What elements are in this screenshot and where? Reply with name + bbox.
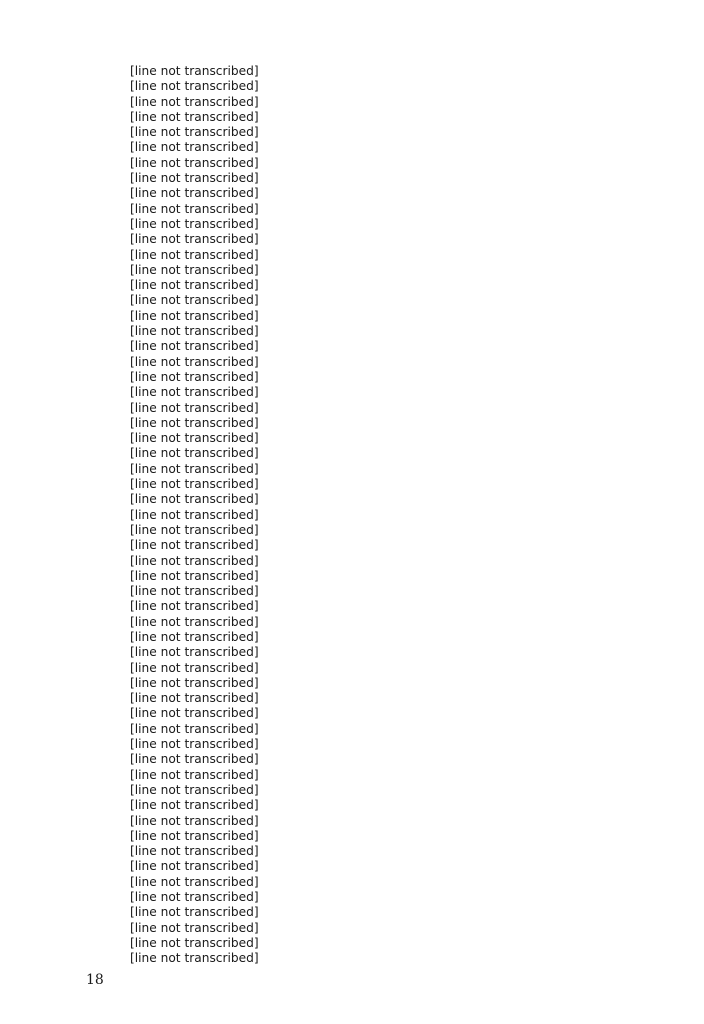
text-line: [line not transcribed]	[130, 859, 259, 874]
text-line: [line not transcribed]	[130, 109, 259, 124]
text-line: [line not transcribed]	[130, 431, 259, 446]
text-line: [line not transcribed]	[130, 492, 259, 507]
text-line: [line not transcribed]	[130, 369, 259, 384]
text-line: [line not transcribed]	[130, 354, 259, 369]
text-line: [line not transcribed]	[130, 522, 259, 537]
text-line: [line not transcribed]	[130, 232, 259, 247]
text-line: [line not transcribed]	[130, 186, 259, 201]
text-line: [line not transcribed]	[130, 171, 259, 186]
text-line: [line not transcribed]	[130, 446, 259, 461]
text-line: [line not transcribed]	[130, 752, 259, 767]
text-line: [line not transcribed]	[130, 935, 259, 950]
text-line: [line not transcribed]	[130, 94, 259, 109]
text-line: [line not transcribed]	[130, 415, 259, 430]
text-line: [line not transcribed]	[130, 874, 259, 889]
text-line: [line not transcribed]	[130, 385, 259, 400]
text-line: [line not transcribed]	[130, 645, 259, 660]
text-line: [line not transcribed]	[130, 461, 259, 476]
text-line: [line not transcribed]	[130, 140, 259, 155]
text-line: [line not transcribed]	[130, 798, 259, 813]
text-line: [line not transcribed]	[130, 568, 259, 583]
text-line: [line not transcribed]	[130, 920, 259, 935]
text-line: [line not transcribed]	[130, 951, 259, 966]
text-line: [line not transcribed]	[130, 64, 259, 78]
body-text	[130, 64, 626, 967]
text-line: [line not transcribed]	[130, 400, 259, 415]
text-line: [line not transcribed]	[130, 324, 259, 339]
text-line: [line not transcribed]	[130, 538, 259, 553]
text-line: [line not transcribed]	[130, 247, 259, 262]
text-line: [line not transcribed]	[130, 782, 259, 797]
text-line: [line not transcribed]	[130, 507, 259, 522]
text-line: [line not transcribed]	[130, 691, 259, 706]
text-line: [line not transcribed]	[130, 308, 259, 323]
text-line: [line not transcribed]	[130, 262, 259, 277]
text-line: [line not transcribed]	[130, 477, 259, 492]
text-line: [line not transcribed]	[130, 721, 259, 736]
text-line: [line not transcribed]	[130, 813, 259, 828]
text-line: [line not transcribed]	[130, 216, 259, 231]
text-line: [line not transcribed]	[130, 201, 259, 216]
text-line: [line not transcribed]	[130, 278, 259, 293]
text-line: [line not transcribed]	[130, 125, 259, 140]
page-number: 18	[86, 972, 104, 988]
text-line: [line not transcribed]	[130, 890, 259, 905]
text-line: [line not transcribed]	[130, 599, 259, 614]
text-line: [line not transcribed]	[130, 844, 259, 859]
text-line: [line not transcribed]	[130, 706, 259, 721]
text-line: [line not transcribed]	[130, 660, 259, 675]
text-line: [line not transcribed]	[130, 293, 259, 308]
text-line: [line not transcribed]	[130, 737, 259, 752]
text-line: [line not transcribed]	[130, 675, 259, 690]
text-line: [line not transcribed]	[130, 828, 259, 843]
text-line: [line not transcribed]	[130, 79, 259, 94]
text-line: [line not transcribed]	[130, 614, 259, 629]
text-line: [line not transcribed]	[130, 584, 259, 599]
text-line: [line not transcribed]	[130, 155, 259, 170]
text-line: [line not transcribed]	[130, 629, 259, 644]
text-line: [line not transcribed]	[130, 553, 259, 568]
text-line: [line not transcribed]	[130, 905, 259, 920]
text-line: [line not transcribed]	[130, 339, 259, 354]
text-line: [line not transcribed]	[130, 767, 259, 782]
